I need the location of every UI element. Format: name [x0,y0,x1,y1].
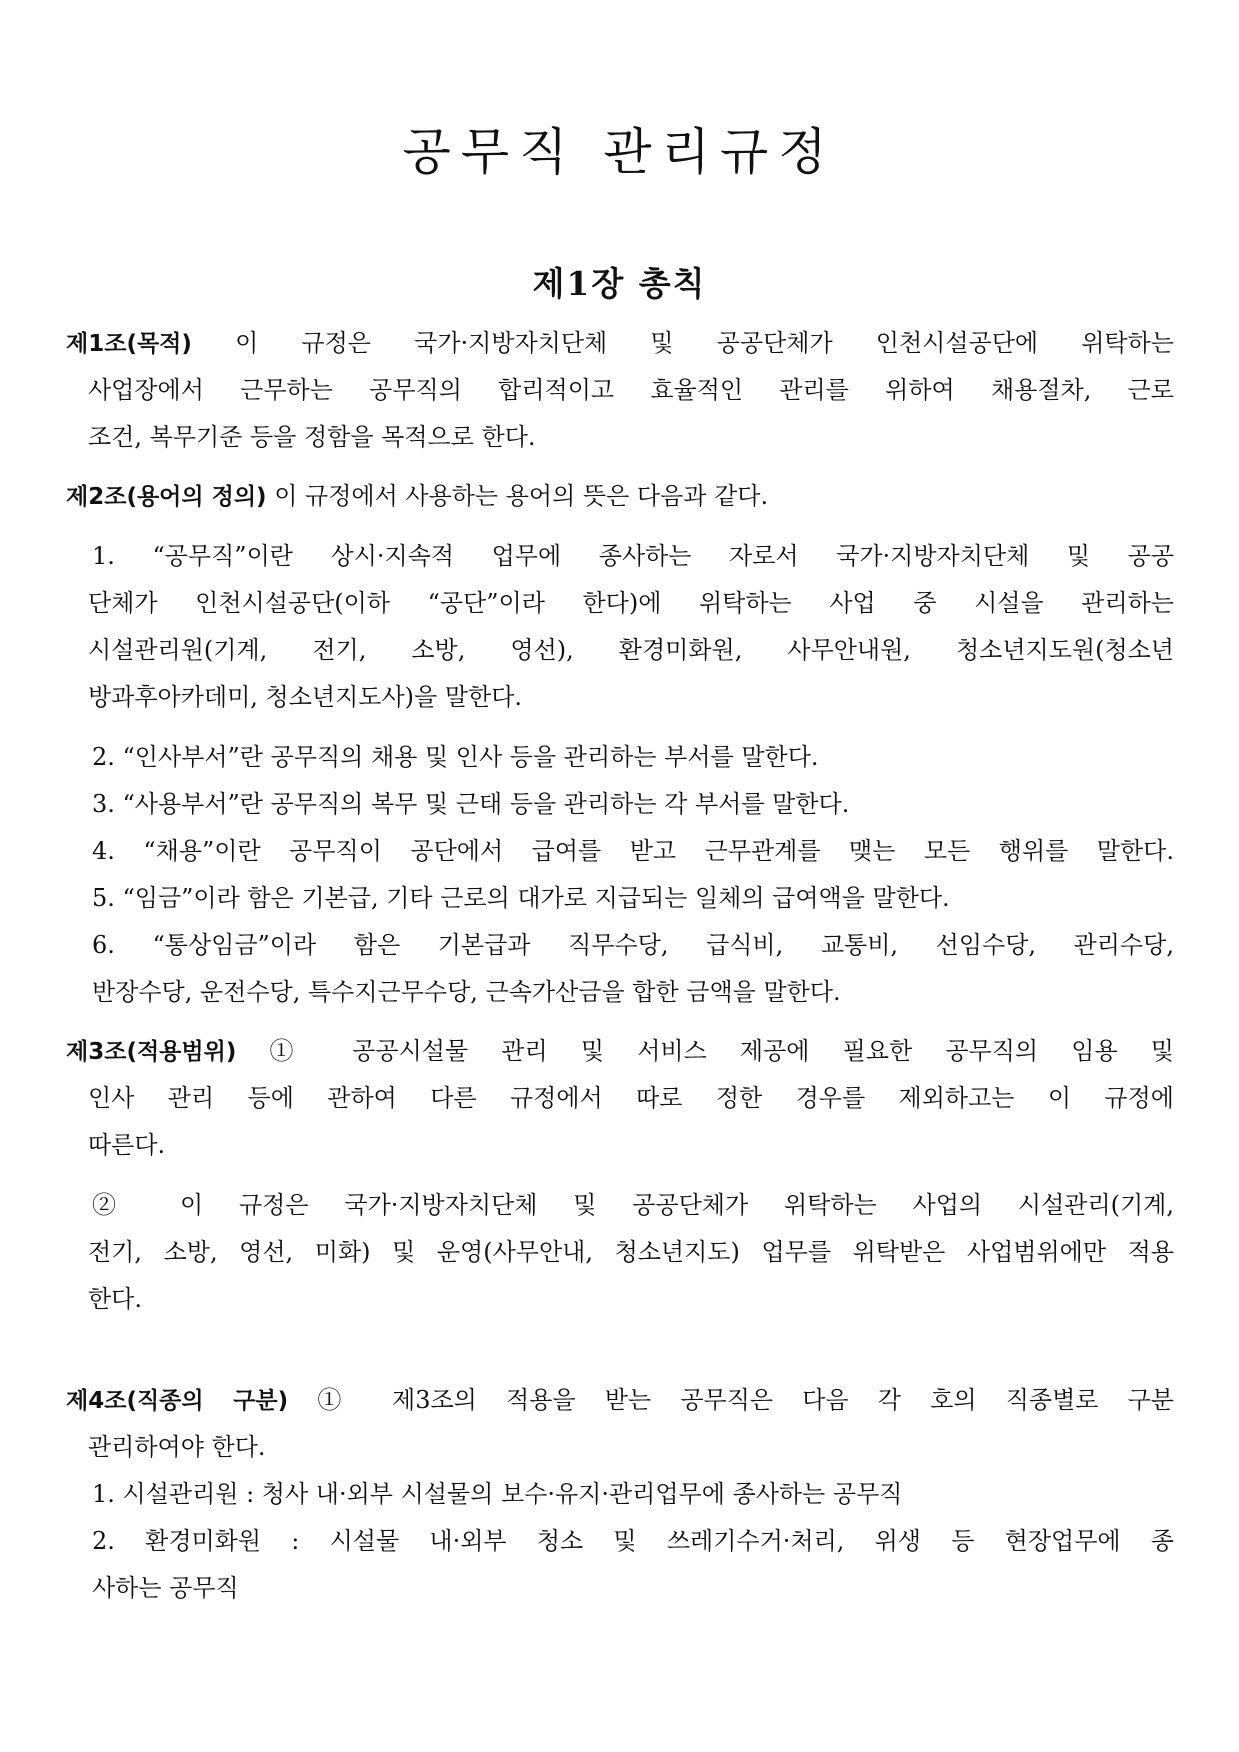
article-3-para-2-line-2: 전기, 소방, 영선, 미화) 및 운영(사무안내, 청소년지도) 업무를 위탁받은 사업범위에만 적용 [88,1238,1174,1266]
article-2-item-2: 2. “인사부서”란 공무직의 채용 및 인사 등을 관리하는 부서를 말한다. [92,743,819,771]
article-3-heading: 제3조(적용범위) [66,1039,237,1065]
article-2-item-3: 3. “사용부서”란 공무직의 복무 및 근태 등을 관리하는 각 부서를 말한다. [92,790,850,818]
article-4-item-2-line-1: 2. 환경미화원 : 시설물 내·외부 청소 및 쓰레기수거·처리, 위생 등 현장업무에 종 [92,1527,1174,1555]
article-2-item-1-line-2: 단체가 인천시설공단(이하 “공단”이라 한다)에 위탁하는 사업 중 시설을 관리하는 [88,589,1174,617]
article-2-item-1-line-3: 시설관리원(기계, 전기, 소방, 영선), 환경미화원, 사무안내원, 청소년지도원(청소년 [88,636,1174,664]
article-1-heading: 제1조(목적) [66,331,192,357]
document-title: 공무직 관리규정 [402,123,837,181]
article-1-line-3: 조건, 복무기준 등을 정함을 목적으로 한다. [88,423,536,451]
article-4-line-2: 관리하여야 한다. [88,1433,266,1461]
article-4-heading: 제4조(직종의 구분) [66,1388,289,1414]
article-2-heading: 제2조(용어의 정의) [66,484,267,510]
article-2-item-1-line-4: 방과후아카데미, 청소년지도사)을 말한다. [88,683,523,711]
article-4-item-1: 1. 시설관리원 : 청사 내·외부 시설물의 보수·유지·관리업무에 종사하는 공무직 [92,1480,903,1508]
article-2-item-6-line-1: 6. “통상임금”이라 함은 기본급과 직무수당, 급식비, 교통비, 선임수당, 관리수당, [92,931,1174,959]
article-3-line-1 [66,1036,1174,1067]
article-2-item-1-line-1: 1. “공무직”이란 상시·지속적 업무에 종사하는 자로서 국가·지방자치단체 및 공공 [92,542,1174,570]
chapter-title: 제1장 총칙 [532,264,707,303]
article-2-item-6-line-2: 반장수당, 운전수당, 특수지근무수당, 근속가산금을 합한 금액을 말한다. [92,978,841,1006]
article-4-text: ① 제3조의 적용을 받는 공무직은 다음 각 호의 직종별로 구분 [317,1386,1174,1414]
article-3-para-2-line-3: 한다. [88,1285,142,1313]
article-2-line-1 [66,481,768,512]
article-3-line-3: 따른다. [88,1131,166,1159]
article-2-item-4: 4. “채용”이란 공무직이 공단에서 급여를 받고 근무관계를 맺는 모든 행위를 말한다. [92,837,1174,865]
article-3-para-2-line-1: ② 이 규정은 국가·지방자치단체 및 공공단체가 위탁하는 사업의 시설관리(기계, [92,1191,1174,1219]
article-2-item-5: 5. “임금”이라 함은 기본급, 기타 근로의 대가로 지급되는 일체의 급여액을 말한다. [92,884,950,912]
article-2-intro: 이 규정에서 사용하는 용어의 뜻은 다음과 같다. [274,482,769,510]
article-3-line-2: 인사 관리 등에 관하여 다른 규정에서 따로 정한 경우를 제외하고는 이 규정에 [88,1084,1174,1112]
article-1-line-2: 사업장에서 근무하는 공무직의 합리적이고 효율적인 관리를 위하여 채용절차, 근로 [88,376,1174,404]
article-1-line-1 [66,328,1174,359]
article-1-text: 이 규정은 국가·지방자치단체 및 공공단체가 인천시설공단에 위탁하는 [235,329,1174,357]
article-4-item-2-line-2: 사하는 공무직 [92,1574,239,1602]
article-3-text: ① 공공시설물 관리 및 서비스 제공에 필요한 공무직의 임용 및 [269,1037,1174,1065]
article-4-line-1 [66,1385,1174,1416]
